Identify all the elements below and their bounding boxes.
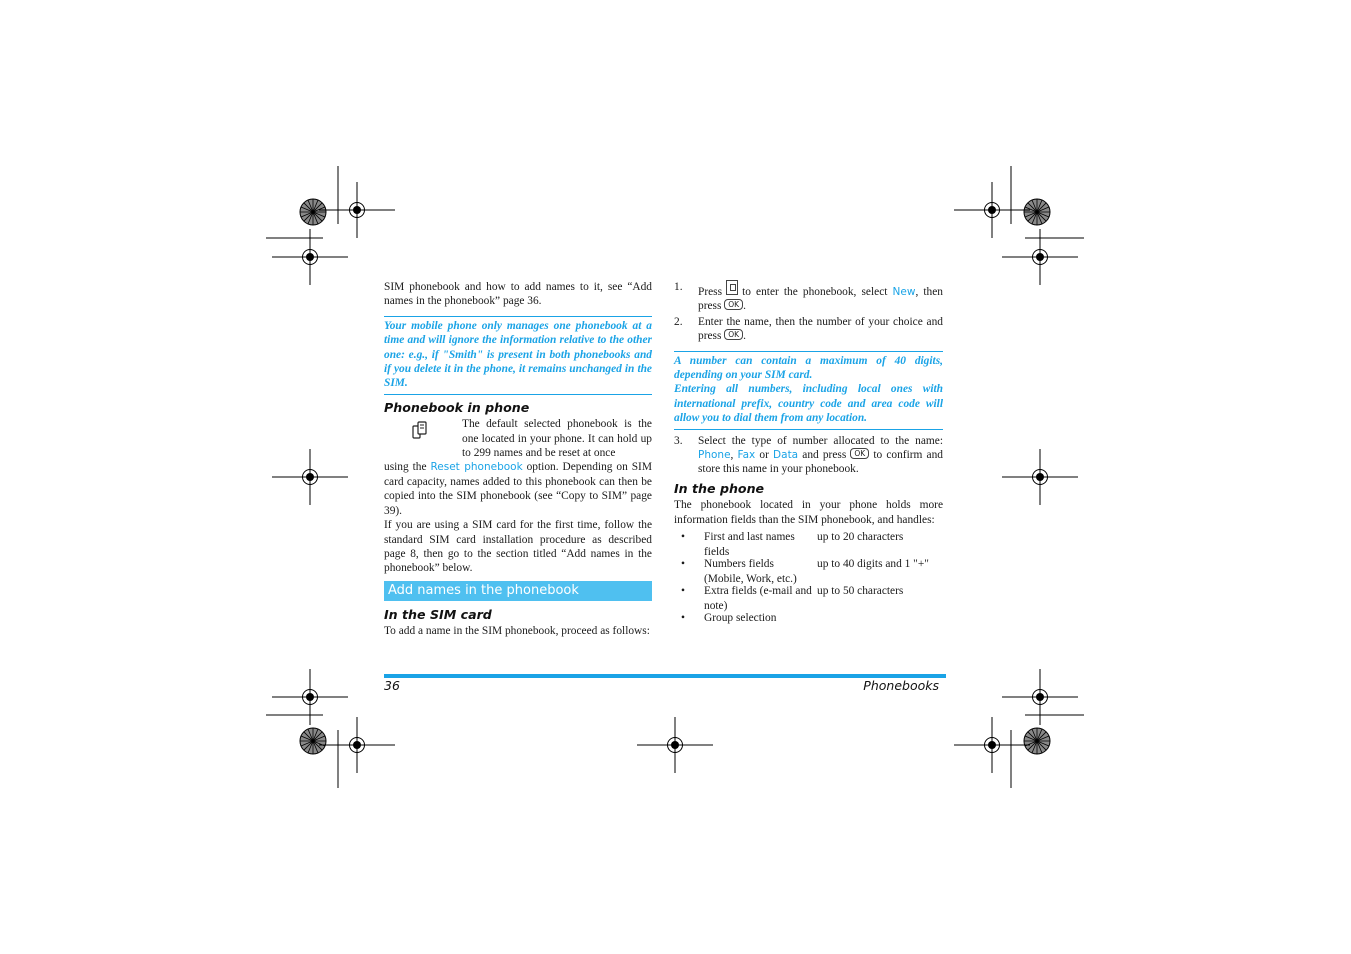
starburst-mark-icon: [1024, 728, 1050, 754]
menu-phone: Phone: [698, 449, 731, 462]
reset-pre: using the: [384, 461, 427, 474]
list-item: • Group selection: [681, 612, 777, 625]
heading-phonebook-in-phone: Phonebook in phone: [384, 399, 530, 415]
chapter-title: Phonebooks: [863, 678, 939, 693]
footer-rule: [384, 674, 946, 678]
left-column: [384, 280, 652, 639]
step-2: 2. Enter the name, then the number of your choice and press OK .: [674, 315, 943, 343]
list-item: • First and last names fields up to 20 characters: [681, 531, 904, 558]
registration-mark-icon: [954, 182, 1030, 238]
starburst-mark-icon: [300, 199, 326, 225]
registration-mark-icon: [637, 717, 713, 773]
registration-mark-icon: [1002, 229, 1078, 285]
default-phonebook-text: The default selected phonebook is the one located in your phone. It can hold up to 299 names and be reset at once: [462, 418, 652, 460]
intro-paragraph: SIM phonebook and how to add names to it, see “Add names in the phonebook” page 36.: [384, 281, 652, 308]
menu-fax: Fax: [737, 449, 756, 462]
default-phonebook-block: [384, 417, 652, 518]
steps-list-continued: [674, 434, 943, 477]
phonebook-note-text: Your mobile phone only manages one phonebook at a time and will ignore the information relative to the other one: e.g., if "Smith" is present in both phonebooks and if you delete it in the phone, it remains unchanged in the SIM.: [384, 319, 652, 390]
reset-post: option. Depending on SIM card capacity, names added to this phonebook can then be copied into the SIM phonebook (see “Copy to SIM” page 39).: [384, 461, 652, 517]
menu-new: New: [892, 286, 916, 298]
ok-key-icon: OK: [724, 299, 743, 310]
sim-paragraph: To add a name in the SIM phonebook, proceed as follows:: [384, 625, 650, 638]
page-number: 36: [384, 678, 400, 693]
reset-phonebook-text: [384, 460, 652, 518]
menu-data: Data: [773, 449, 799, 462]
phone-paragraph: The phonebook located in your phone holds more information fields than the SIM phonebook, and handles:: [674, 499, 943, 526]
phonebook-note: [384, 316, 652, 395]
registration-mark-icon: [272, 229, 348, 285]
list-item: • Numbers fields (Mobile, Work, etc.) up to 40 digits and 1 "+": [681, 558, 929, 585]
number-note-b: Entering all numbers, including local ones with international prefix, country code and area code will allow you to dial them from any location.: [674, 383, 943, 425]
phonebook-key-icon: [726, 280, 738, 295]
registration-mark-icon: [272, 449, 348, 505]
starburst-mark-icon: [1024, 199, 1050, 225]
ok-key-icon: OK: [850, 448, 869, 459]
ok-key-icon: OK: [724, 329, 743, 340]
registration-mark-icon: [272, 669, 348, 725]
section-title-bar: Add names in the phonebook: [384, 581, 652, 601]
steps-list: [674, 280, 943, 344]
first-time-paragraph: If you are using a SIM card for the first time, follow the standard SIM card installation procedure as described page 8, then go to the section titled “Add names in the phonebook” below.: [384, 519, 652, 575]
registration-mark-icon: [1002, 669, 1078, 725]
number-note: [674, 351, 943, 430]
features-list: [674, 530, 943, 638]
heading-in-the-phone: In the phone: [674, 480, 765, 496]
phone-memory-icon: [412, 421, 428, 439]
registration-mark-icon: [1002, 449, 1078, 505]
registration-mark-icon: [954, 717, 1030, 773]
starburst-mark-icon: [300, 728, 326, 754]
step-1: 1. Press to enter the phonebook, select New, then press OK .: [674, 281, 943, 313]
registration-mark-icon: [319, 182, 395, 238]
step-3: 3. Select the type of number allocated to the name: Phone, Fax or Data and press OK to confirm and store this name in your phonebook.: [674, 434, 943, 476]
heading-in-the-sim-card: In the SIM card: [384, 606, 492, 622]
right-column: [674, 280, 943, 638]
number-note-a: A number can contain a maximum of 40 digits, depending on your SIM card.: [674, 354, 943, 382]
registration-mark-icon: [319, 717, 395, 773]
reset-phonebook-term: Reset phonebook: [430, 461, 523, 474]
list-item: • Extra fields (e-mail and note) up to 50 characters: [681, 585, 904, 612]
